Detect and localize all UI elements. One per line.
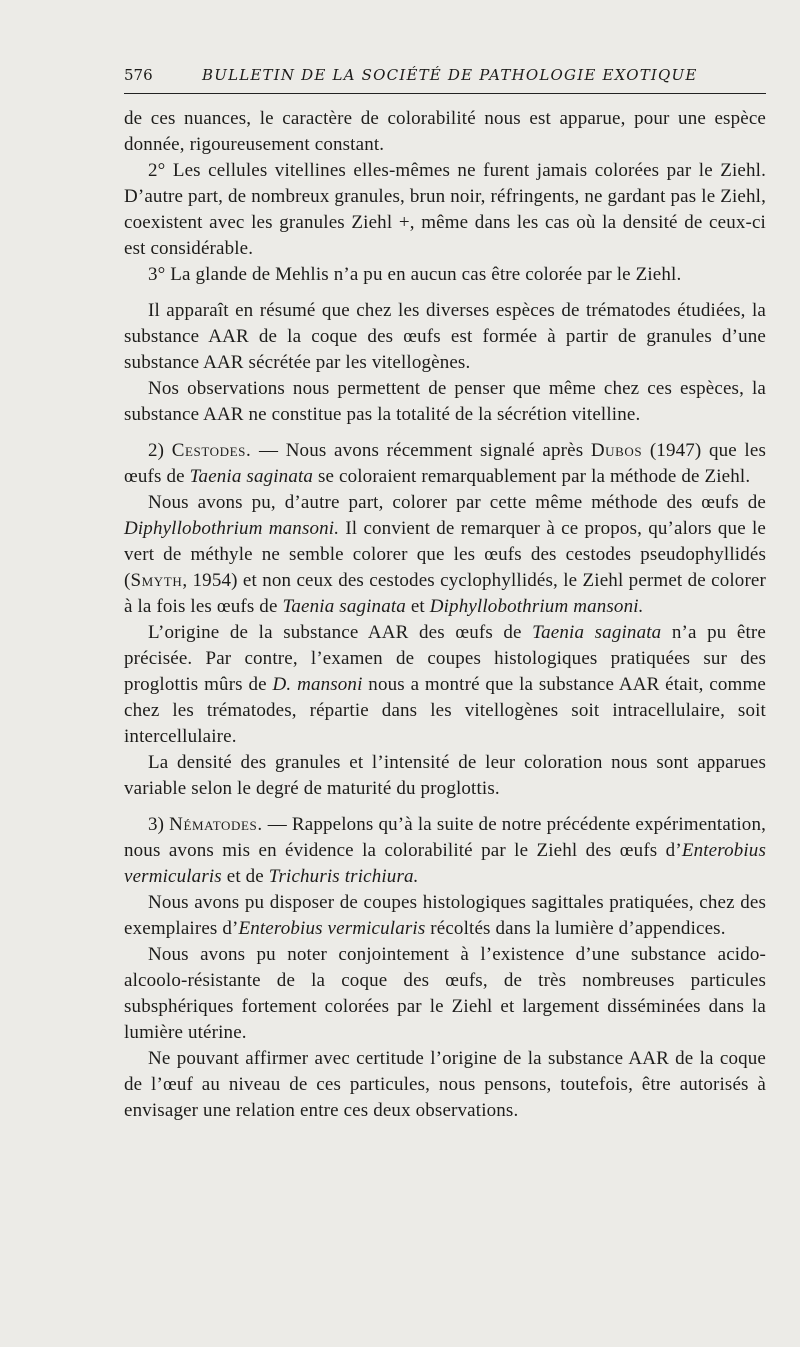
- paragraph-origin: L’origine de la substance AAR des œufs de Taenia saginata n’a pu être précisée. Par contre, l’examen de coupes histologiques pratiquées sur des proglottis mûrs de D. mansoni nous a montré que la substance AAR était, comme chez les trématodes, répartie dans les vitellogènes soit intracellulaire, soit intercellulaire.: [124, 622, 766, 747]
- paragraph-conclusion: Ne pouvant affirmer avec certitude l’origine de la substance AAR de la coque de l’œuf au niveau de ces particules, nous pensons, toutefois, être autorisés à envisager une relation entre ces deux observations.: [124, 1048, 766, 1121]
- species-name: Diphyllobothrium mansoni.: [429, 596, 644, 617]
- paragraph-diphyllobothrium: Nous avons pu, d’autre part, colorer par cette même méthode des œufs de Diphyllobothrium mansoni. Il convient de remarquer à ce propos, qu’alors que le vert de méthyle ne semble colorer que les œufs des cestodes pseudophyllidés (Smyth, 1954) et non ceux des cestodes cyclophyllidés, le Ziehl permet de colorer à la fois les œufs de Taenia saginata et Diphyllobothrium mansoni.: [124, 492, 766, 617]
- header-rule: [124, 93, 766, 94]
- page-number: 576: [124, 66, 153, 84]
- species-name: Taenia saginata: [282, 596, 406, 617]
- species-name: Diphyllobothrium mansoni.: [124, 518, 340, 539]
- species-name: Trichuris trichiura.: [268, 866, 419, 887]
- paragraph-vitelline-cells: 2° Les cellules vitellines elles-mêmes ne furent jamais colorées par le Ziehl. D’autre part, de nombreux granules, brun noir, réfringents, ne gardant pas le Ziehl, coexistent avec les granules Ziehl +, même dans les cas où la densité de ceux-ci est considérable.: [124, 160, 766, 259]
- species-name: Taenia saginata: [532, 622, 662, 643]
- article-body: [124, 106, 766, 1124]
- section-heading-cestodes: Cestodes.: [171, 440, 252, 461]
- paragraph-sections: Nous avons pu disposer de coupes histologiques sagittales pratiquées, chez des exemplaires d’Enterobius vermicularis récoltés dans la lumière d’appendices.: [124, 892, 766, 939]
- paragraph-summary: Il apparaît en résumé que chez les diverses espèces de trématodes étudiées, la substance AAR de la coque des œufs est formée à partir de granules d’une substance AAR sécrétée par les vitellogènes.: [124, 300, 766, 373]
- paragraph-observations: Nos observations nous permettent de penser que même chez ces espèces, la substance AAR ne constitue pas la totalité de la sécrétion vitelline.: [124, 378, 766, 425]
- author-smyth: Smyth: [130, 570, 183, 591]
- paragraph-mehlis-gland: 3° La glande de Mehlis n’a pu en aucun cas être colorée par le Ziehl.: [148, 264, 682, 285]
- species-name: D. mansoni: [272, 674, 363, 695]
- paragraph-cestodes: 2) Cestodes. — Nous avons récemment signalé après Dubos (1947) que les œufs de Taenia saginata se coloraient remarquablement par la méthode de Ziehl.: [124, 440, 766, 487]
- author-dubos: Dubos: [590, 440, 643, 461]
- species-name: Enterobius vermicularis: [124, 840, 766, 887]
- running-header: [124, 60, 766, 88]
- journal-title: BULLETIN DE LA SOCIÉTÉ DE PATHOLOGIE EXOTIQUE: [202, 66, 698, 84]
- paragraph-nematodes: 3) Nématodes. — Rappelons qu’à la suite de notre précédente expérimentation, nous avons mis en évidence la colorabilité par le Ziehl des œufs d’Enterobius vermicularis et de Trichuris trichiura.: [124, 814, 767, 887]
- paragraph-density: La densité des granules et l’intensité de leur coloration nous sont apparues variable selon le degré de maturité du proglottis.: [124, 752, 766, 799]
- species-name: Taenia saginata: [189, 466, 314, 487]
- paragraph-particles: Nous avons pu noter conjointement à l’existence d’une substance acido-alcoolo-résistante de la coque des œufs, de très nombreuses particules subsphériques fortement colorées par le Ziehl et largement disséminées dans la lumière utérine.: [124, 944, 766, 1043]
- species-name: Enterobius vermicularis: [238, 918, 426, 939]
- section-heading-nematodes: Nématodes.: [169, 814, 263, 835]
- paragraph-continuation: de ces nuances, le caractère de colorabilité nous est apparue, pour une espèce donnée, rigoureusement constant.: [124, 108, 766, 155]
